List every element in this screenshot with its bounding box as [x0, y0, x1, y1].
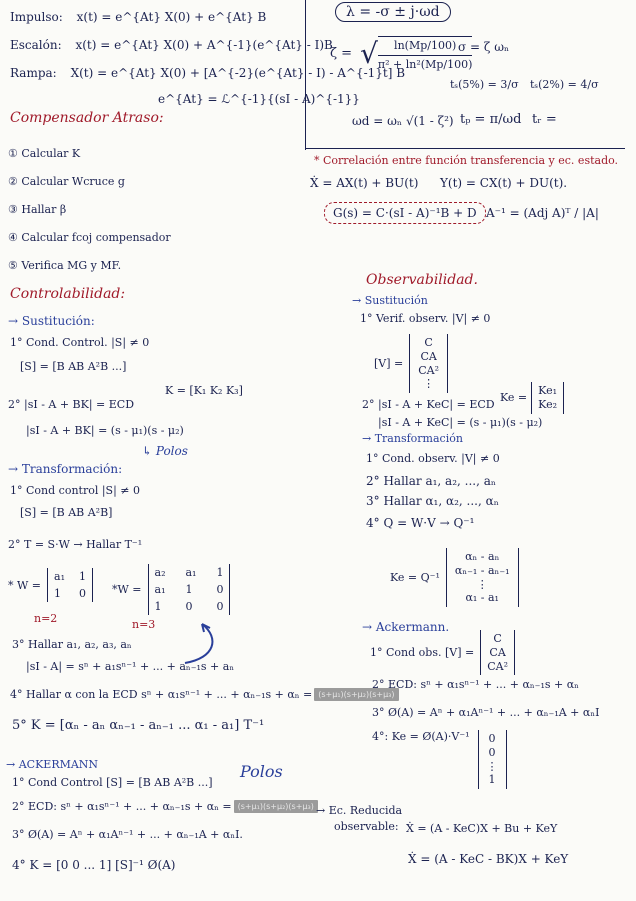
matrix-cell: Ke₁ [538, 384, 557, 397]
w3-matrix-bracket [148, 564, 231, 615]
sust-K: K = [K₁ K₂ K₃] [165, 384, 243, 397]
obs-a1-V-matrix [480, 630, 515, 675]
matrix-cell: 0 [216, 583, 224, 596]
acker-4: 4° K = [0 0 ... 1] [S]⁻¹ Ø(A) [12, 858, 176, 872]
matrix-cell: ⋮ [476, 577, 488, 591]
obs-a4-vector [478, 730, 507, 789]
matrix-cell: 0 [79, 587, 86, 600]
sust-title: → Sustitución: [8, 314, 95, 328]
rampa-label: Rampa: [10, 66, 57, 80]
state-y: Y(t) = CX(t) + DU(t). [440, 176, 568, 190]
matrix-cell: 1 [488, 773, 496, 787]
ctrl-title: Controlabilidad: [10, 286, 126, 302]
trans-title: → Transformación: [8, 462, 123, 476]
trans-S: [S] = [B AB A²B] [20, 506, 113, 519]
rampa-eq: X(t) = e^{At} X(0) + [A^{-2}(e^{At} - I) - A^{-1}t] B [70, 66, 406, 80]
ts5-eq: tₛ(5%) = 3/σ [450, 78, 519, 91]
matrix-cell: 1 [185, 583, 193, 596]
matrix-cell: 0 [185, 600, 193, 613]
impulso-row [10, 10, 266, 24]
matrix-cell: a₁ [154, 583, 166, 596]
ec-red-sub: observable: [334, 820, 399, 833]
escalon-label: Escalón: [10, 38, 62, 52]
matrix-cell: 1 [216, 566, 224, 579]
obs-acker: → Ackermann. [362, 620, 450, 634]
obs-Ke-vector [531, 382, 564, 414]
matrix-cell: αₙ₋₁ - aₙ₋₁ [454, 563, 510, 577]
obs-trans: → Transformación [362, 432, 463, 445]
trans-1: 1° Cond control |S| ≠ 0 [10, 484, 140, 497]
obs-a4-block [372, 730, 507, 789]
acker-1: 1° Cond Control [S] = [B AB A²B ...] [12, 776, 213, 789]
trans-3a: 3° Hallar a₁, a₂, a₃, aₙ [12, 638, 132, 651]
obs-2a: 2° |sI - A + KeC| = ECD [362, 398, 495, 411]
ec-red-title: → Ec. Reducida [316, 804, 403, 817]
matrix-cell: ⋮ [423, 377, 435, 391]
matrix-cell: a₁ [54, 570, 65, 583]
tp-eq: tₚ = π/ωd [460, 112, 522, 127]
sqrt-icon: √ [360, 37, 378, 71]
acker-2-row [12, 800, 318, 813]
obs-sust: → Sustitución [352, 294, 428, 307]
obs-Ke2-block [390, 548, 519, 607]
matrix-cell: 0 [216, 600, 224, 613]
matrix-cell: α₁ - a₁ [465, 591, 499, 605]
state-x: Ẋ = AX(t) + BU(t) [310, 176, 419, 190]
lambda-eq: λ = -σ ± j·ωd [335, 2, 451, 22]
comp-step: ⑤ Verifica MG y MF. [8, 259, 122, 272]
gs-eq: G(s) = C·(sI - A)⁻¹B + D [324, 202, 486, 224]
matrix-cell: 0 [488, 745, 496, 759]
comp-step: ① Calcular K [8, 147, 81, 160]
matrix-cell: CA [420, 349, 437, 363]
comp-step: ④ Calcular fcoj compensador [8, 231, 171, 244]
matrix-cell: 1 [154, 600, 162, 613]
wd-eq: ωd = ωₙ √(1 - ζ²) [352, 114, 454, 128]
n2-label: n=2 [34, 612, 58, 625]
obs-1: 1° Verif. observ. |V| ≠ 0 [360, 312, 491, 325]
obs-t4: 4° Q = W·V → Q⁻¹ [366, 516, 475, 530]
matrix-cell: 1 [79, 570, 86, 583]
ec-red-1: Ẋ = (A - KeC)X + Bu + KeY [406, 822, 558, 835]
sust-2a: 2° |sI - A + BK| = ECD [8, 398, 135, 411]
horizontal-divider [305, 148, 625, 149]
impulso-label: Impulso: [10, 10, 63, 24]
matrix-cell: αₙ - aₙ [465, 550, 500, 563]
trans-5: 5° K = [αₙ - aₙ αₙ₋₁ - aₙ₋₁ ... α₁ - a₁] T⁻¹ [12, 718, 265, 733]
ts2-eq: tₛ(2%) = 4/σ [530, 78, 599, 91]
matrix-cell: a₁ [185, 566, 197, 579]
acker-3: 3° Ø(A) = Aⁿ + α₁Aⁿ⁻¹ + ... + αₙ₋₁A + αₙI. [12, 828, 243, 841]
gray-box-1: (s+μ₁)(s+μ₂)(s+μ₃) [314, 688, 398, 701]
sigma-eq: σ = ζ ωₙ [458, 40, 510, 54]
matrix-cell: C [424, 336, 433, 349]
trans-4-row [10, 688, 399, 701]
obs-V-label: [V] = [374, 357, 404, 370]
matrix-cell: CA² [487, 659, 508, 673]
obs-t3: 3° Hallar α₁, α₂, ..., αₙ [366, 494, 499, 508]
obs-a2: 2° ECD: sⁿ + α₁sⁿ⁻¹ + ... + αₙ₋₁s + αₙ [372, 678, 579, 691]
matrix-cell: 0 [488, 732, 496, 745]
matrix-cell: 1 [54, 587, 62, 600]
sust-2b: |sI - A + BK| = (s - μ₁)(s - μ₂) [26, 424, 184, 437]
zeta-block [330, 36, 472, 72]
matrix-cell: CA [489, 645, 506, 659]
obs-Ke-block [500, 382, 564, 414]
obs-Ke2-label: Ke = Q⁻¹ [390, 571, 440, 584]
n3-label: n=3 [132, 618, 156, 631]
matrix-cell: ⋮ [486, 759, 498, 773]
escalon-row [10, 38, 333, 52]
sust-1: 1° Cond. Control. |S| ≠ 0 [10, 336, 150, 349]
matrix-cell: Ke₂ [538, 397, 557, 411]
obs-a4: 4°: Ke = Ø(A)·V⁻¹ [372, 730, 470, 743]
corr-title: * Correlación entre función transferencia y ec. estado. [314, 154, 619, 167]
eat-eq: e^{At} = ℒ^{-1}{(sI - A)^{-1}} [158, 92, 360, 106]
obs-title: Observabilidad. [366, 272, 478, 288]
obs-V-block [374, 334, 448, 393]
obs-V-matrix [409, 334, 448, 393]
w3-label: *W = [112, 583, 142, 596]
obs-a1-block [370, 630, 515, 675]
matrix-cell: CA² [418, 363, 440, 377]
obs-Ke-label: Ke = [500, 391, 528, 405]
trans-2: 2° T = S·W → Hallar T⁻¹ [8, 538, 143, 551]
obs-Ke2-vector [446, 548, 519, 607]
ainv-eq: A⁻¹ = (Adj A)ᵀ / |A| [486, 206, 599, 220]
obs-2b: |sI - A + KeC| = (s - μ₁)(s - μ₂) [378, 416, 543, 429]
w-matrix-n2 [8, 568, 93, 602]
matrix-cell: C [493, 632, 502, 645]
obs-t2: 2° Hallar a₁, a₂, ..., aₙ [366, 474, 497, 488]
tr-eq: tᵣ = [532, 112, 557, 127]
comp-steps [8, 140, 171, 280]
w-label: * W = [8, 578, 42, 592]
comp-step: ③ Hallar β [8, 203, 67, 216]
obs-a1: 1° Cond obs. [V] = [370, 646, 475, 660]
comp-title: Compensador Atraso: [10, 110, 164, 126]
zeta-lhs: ζ = [330, 46, 353, 62]
acker-2: 2° ECD: sⁿ + α₁sⁿ⁻¹ + ... + αₙ₋₁s + αₙ = [12, 800, 232, 813]
gray-box-2: (s+μ₁)(s+μ₂)(s+μ₃) [234, 800, 318, 813]
polos-note-1: ↳ Polos [142, 444, 188, 458]
matrix-cell: a₂ [154, 566, 166, 579]
obs-t1: 1° Cond. observ. |V| ≠ 0 [366, 452, 500, 465]
fraction-bar [378, 55, 472, 56]
ec-red-2: Ẋ = (A - KeC - BK)X + KeY [408, 852, 569, 866]
comp-step: ② Calcular Wcruce g [8, 175, 125, 188]
impulso-eq: x(t) = e^{At} X(0) + e^{At} B [76, 10, 267, 24]
trans-3b: |sI - A| = sⁿ + a₁sⁿ⁻¹ + ... + aₙ₋₁s + aₙ [26, 660, 235, 673]
obs-a3: 3° Ø(A) = Aⁿ + α₁Aⁿ⁻¹ + ... + αₙ₋₁A + αₙI [372, 706, 600, 719]
sust-S: [S] = [B AB A²B ...] [20, 360, 127, 373]
w-matrix-bracket [47, 568, 93, 602]
zeta-num: ln(Mp/100) [394, 39, 457, 52]
zeta-den: π² + ln²(Mp/100) [377, 57, 473, 71]
acker-title: → ACKERMANN [6, 758, 99, 771]
escalon-eq: x(t) = e^{At} X(0) + A^{-1}(e^{At} - I)B [75, 38, 333, 52]
w-matrix-n3 [112, 564, 230, 615]
polos-note-2: Polos [240, 762, 283, 781]
trans-4: 4° Hallar α con la ECD sⁿ + α₁sⁿ⁻¹ + ... + αₙ₋₁s + αₙ = [10, 688, 313, 701]
